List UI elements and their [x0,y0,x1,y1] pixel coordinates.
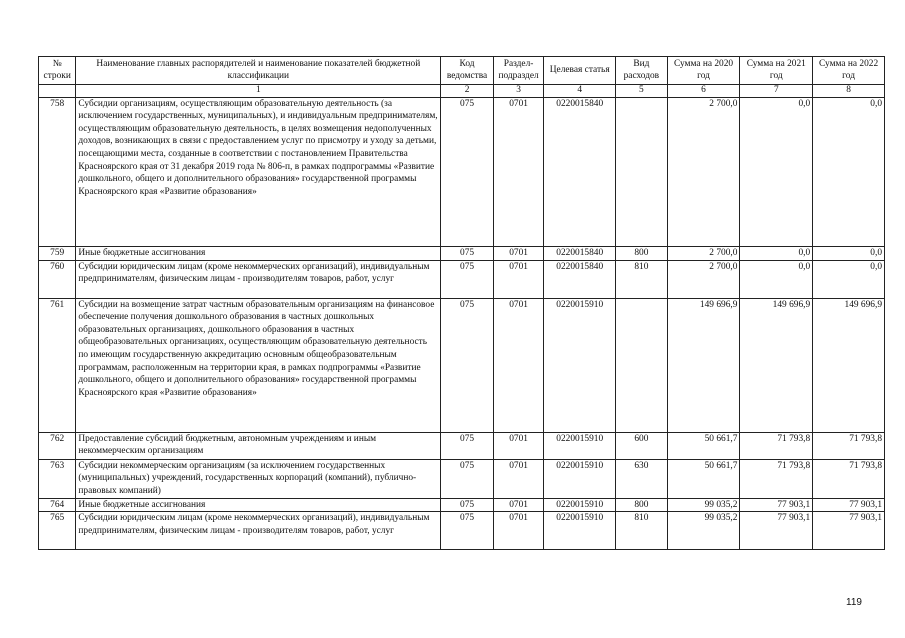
row-number: 765 [39,512,76,550]
column-number: 7 [740,85,813,98]
header-section: Раздел-подраздел [493,57,544,85]
sum-2022: 0,0 [813,97,885,246]
column-number: 3 [493,85,544,98]
expense-type-code: 810 [616,260,668,298]
department-code: 075 [441,246,494,260]
target-item-code: 0220015840 [544,260,616,298]
section-code: 0701 [493,246,544,260]
target-item-code: 0220015840 [544,246,616,260]
sum-2022: 77 903,1 [813,498,885,512]
sum-2021: 71 793,8 [740,459,813,498]
sum-2021: 77 903,1 [740,512,813,550]
budget-table [38,56,885,550]
target-item-code: 0220015840 [544,97,616,246]
section-code: 0701 [493,512,544,550]
sum-2022: 71 793,8 [813,432,885,459]
department-code: 075 [441,260,494,298]
header-row-number: № строки [39,57,76,85]
expense-type-code: 630 [616,459,668,498]
table-header-row [39,57,885,85]
target-item-code: 0220015910 [544,498,616,512]
column-number: 2 [441,85,494,98]
section-code: 0701 [493,432,544,459]
table-row [39,459,885,498]
section-code: 0701 [493,97,544,246]
sum-2020: 99 035,2 [667,512,740,550]
section-code: 0701 [493,298,544,432]
column-number: 4 [544,85,616,98]
department-code: 075 [441,97,494,246]
expense-type-code [616,97,668,246]
row-number: 763 [39,459,76,498]
department-code: 075 [441,298,494,432]
department-code: 075 [441,459,494,498]
expense-type-code [616,298,668,432]
column-number: 5 [616,85,668,98]
sum-2020: 99 035,2 [667,498,740,512]
sum-2020: 50 661,7 [667,459,740,498]
target-item-code: 0220015910 [544,298,616,432]
target-item-code: 0220015910 [544,512,616,550]
header-sum-2020: Сумма на 2020 год [667,57,740,85]
row-name: Иные бюджетные ассигнования [76,246,441,260]
page-number: 119 [846,597,862,608]
row-name: Субсидии юридическим лицам (кроме некоммерческих организаций), индивидуальным предпринимателям, физическим лицам - производителям товаров, работ, услуг [76,512,441,550]
sum-2020: 50 661,7 [667,432,740,459]
sum-2020: 2 700,0 [667,97,740,246]
sum-2020: 149 696,9 [667,298,740,432]
row-name: Субсидии на возмещение затрат частным образовательным организациям на финансовое обеспечение получения дошкольного образования в частных дошкольных образовательных организациях, дошкольного образования в частных общеобразовательных организациях, осуществляющим образовательную деятельность по имеющим государственную аккредитацию основным общеобразовательным программам, расположенным на территории края, в рамках подпрограммы «Развитие дошкольного, общего и дополнительного образования» государственной программы Красноярского края «Развитие образования» [76,298,441,432]
section-code: 0701 [493,260,544,298]
section-code: 0701 [493,498,544,512]
table-row [39,260,885,298]
row-number: 764 [39,498,76,512]
header-expense-type: Вид расходов [616,57,668,85]
sum-2021: 71 793,8 [740,432,813,459]
row-number: 759 [39,246,76,260]
table-row [39,298,885,432]
header-target-item: Целевая статья [544,57,616,85]
sum-2022: 149 696,9 [813,298,885,432]
sum-2022: 0,0 [813,246,885,260]
header-name: Наименование главных распорядителей и наименование показателей бюджетной классификации [76,57,441,85]
column-number [39,85,76,98]
table-row [39,246,885,260]
table-row [39,432,885,459]
column-number-row [39,85,885,98]
department-code: 075 [441,432,494,459]
row-name: Иные бюджетные ассигнования [76,498,441,512]
target-item-code: 0220015910 [544,459,616,498]
row-number: 761 [39,298,76,432]
sum-2022: 77 903,1 [813,512,885,550]
expense-type-code: 810 [616,512,668,550]
sum-2020: 2 700,0 [667,260,740,298]
table-row [39,97,885,246]
expense-type-code: 800 [616,498,668,512]
expense-type-code: 600 [616,432,668,459]
department-code: 075 [441,512,494,550]
header-sum-2022: Сумма на 2022 год [813,57,885,85]
row-number: 760 [39,260,76,298]
target-item-code: 0220015910 [544,432,616,459]
row-number: 758 [39,97,76,246]
row-name: Субсидии юридическим лицам (кроме некоммерческих организаций), индивидуальным предпринимателям, физическим лицам - производителям товаров, работ, услуг [76,260,441,298]
sum-2021: 77 903,1 [740,498,813,512]
column-number: 1 [76,85,441,98]
row-name: Предоставление субсидий бюджетным, автономным учреждениям и иным некоммерческим организациям [76,432,441,459]
table-row [39,512,885,550]
table-row [39,498,885,512]
sum-2022: 0,0 [813,260,885,298]
sum-2021: 0,0 [740,97,813,246]
expense-type-code: 800 [616,246,668,260]
sum-2020: 2 700,0 [667,246,740,260]
department-code: 075 [441,498,494,512]
column-number: 8 [813,85,885,98]
sum-2022: 71 793,8 [813,459,885,498]
sum-2021: 149 696,9 [740,298,813,432]
column-number: 6 [667,85,740,98]
section-code: 0701 [493,459,544,498]
header-department-code: Код ведомства [441,57,494,85]
header-sum-2021: Сумма на 2021 год [740,57,813,85]
row-name: Субсидии некоммерческим организациям (за исключением государственных (муниципальных) учреждений, государственных корпораций (компаний), публично-правовых компаний) [76,459,441,498]
row-number: 762 [39,432,76,459]
sum-2021: 0,0 [740,260,813,298]
sum-2021: 0,0 [740,246,813,260]
row-name: Субсидии организациям, осуществляющим образовательную деятельность (за исключением государственных, муниципальных), и индивидуальным предпринимателям, осуществляющим образовательную деятельность, в целях возмещения недополученных доходов, возникающих в связи с предоставлением услуг по присмотру и уходу за детьми, посещающими места, созданные в соответствии с постановлением Правительства Красноярского края от 31 декабря 2019 года № 806-п, в рамках подпрограммы «Развитие дошкольного, общего и дополнительного образования» государственной программы Красноярского края «Развитие образования» [76,97,441,246]
